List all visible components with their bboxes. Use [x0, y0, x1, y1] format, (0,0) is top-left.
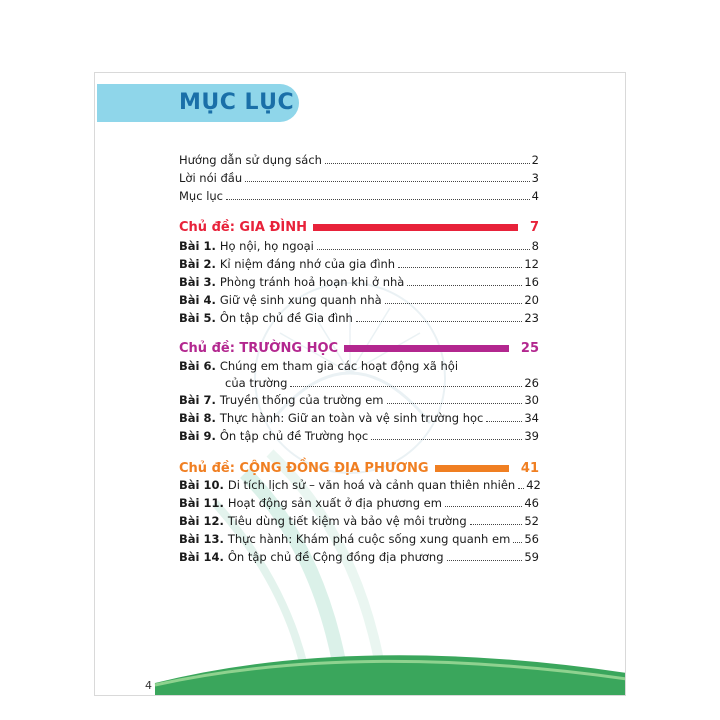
- lesson-row: [179, 411, 539, 427]
- lesson-title: Hoạt động sản xuất ở địa phương em: [227, 496, 442, 510]
- toc-row: [179, 153, 539, 169]
- lesson-number: Bài 12.: [179, 514, 224, 528]
- dot-leader: [398, 267, 522, 268]
- dot-leader: [486, 421, 522, 422]
- lesson-number: Bài 7.: [179, 393, 216, 407]
- lesson-page: 39: [524, 429, 539, 443]
- lesson-page: 34: [524, 411, 539, 425]
- lesson-number: Bài 8.: [179, 411, 216, 425]
- dot-leader: [387, 403, 523, 404]
- lesson-number: Bài 5.: [179, 311, 216, 325]
- lesson-number: Bài 6.: [179, 359, 216, 373]
- dot-leader: [513, 542, 522, 543]
- lesson-title: Giữ vệ sinh xung quanh nhà: [219, 293, 382, 307]
- dot-leader: [245, 181, 530, 182]
- section-page: 7: [529, 219, 539, 235]
- lesson-page: 42: [526, 478, 541, 492]
- page-title: MỤC LỤC: [179, 90, 295, 115]
- lesson-title: Phòng tránh hoả hoạn khi ở nhà: [219, 275, 405, 289]
- lesson-row: [179, 393, 539, 409]
- dot-leader: [447, 560, 523, 561]
- lesson-title: Truyền thống của trường em: [219, 393, 384, 407]
- section-page: 41: [520, 460, 539, 476]
- dot-leader: [371, 439, 522, 440]
- lesson-page: 26: [524, 376, 539, 390]
- section-bar: [313, 224, 518, 231]
- toc-page: 4: [531, 189, 539, 203]
- toc-label: Lời nói đầu: [179, 171, 243, 185]
- section-title: Chủ đề: GIA ĐÌNH: [179, 219, 308, 235]
- lesson-row: [179, 478, 539, 494]
- lesson-number: Bài 2.: [179, 257, 216, 271]
- lesson-row: [179, 359, 539, 375]
- lesson-row: [179, 514, 539, 530]
- dot-leader: [407, 285, 522, 286]
- lesson-page: 30: [524, 393, 539, 407]
- lesson-number: Bài 9.: [179, 429, 216, 443]
- lesson-row-continued: [225, 376, 539, 392]
- lesson-title: Ôn tập chủ đề Gia đình: [219, 311, 353, 325]
- dot-leader: [226, 199, 530, 200]
- dot-leader: [518, 488, 524, 489]
- dot-leader: [356, 321, 523, 322]
- toc-row: [179, 189, 539, 205]
- page-number: 4: [145, 679, 152, 692]
- toc-row: [179, 171, 539, 187]
- lesson-title: Thực hành: Giữ an toàn và vệ sinh trường học: [219, 411, 484, 425]
- lesson-row: [179, 239, 539, 255]
- section-title: Chủ đề: TRƯỜNG HỌC: [179, 340, 339, 356]
- lesson-number: Bài 13.: [179, 532, 224, 546]
- lesson-number: Bài 1.: [179, 239, 216, 253]
- section-heading-cong-dong: [179, 459, 539, 477]
- toc-page: 2: [531, 153, 539, 167]
- lesson-row: [179, 532, 539, 548]
- lesson-title: Tiêu dùng tiết kiệm và bảo vệ môi trường: [227, 514, 467, 528]
- lesson-number: Bài 11.: [179, 496, 224, 510]
- toc-label: Hướng dẫn sử dụng sách: [179, 153, 322, 167]
- section-heading-truong-hoc: [179, 339, 539, 357]
- lesson-title-continued: của trường: [225, 376, 288, 390]
- lesson-title: Kỉ niệm đáng nhớ của gia đình: [219, 257, 396, 271]
- dot-leader: [325, 163, 530, 164]
- lesson-row: [179, 496, 539, 512]
- lesson-number: Bài 14.: [179, 550, 224, 564]
- toc-page: 3: [531, 171, 539, 185]
- lesson-row: [179, 311, 539, 327]
- section-page: 25: [520, 340, 539, 356]
- section-heading-gia-dinh: [179, 218, 539, 236]
- lesson-row: [179, 429, 539, 445]
- lesson-page: 8: [531, 239, 539, 253]
- title-banner: [97, 84, 299, 122]
- lesson-title: Ôn tập chủ đề Trường học: [219, 429, 369, 443]
- lesson-row: [179, 293, 539, 309]
- section-title: Chủ đề: CỘNG ĐỒNG ĐỊA PHƯƠNG: [179, 460, 429, 476]
- lesson-page: 56: [524, 532, 539, 546]
- lesson-page: 23: [524, 311, 539, 325]
- dot-leader: [317, 249, 530, 250]
- lesson-row: [179, 550, 539, 566]
- lesson-title: Chúng em tham gia các hoạt động xã hội: [219, 359, 459, 373]
- dot-leader: [385, 303, 523, 304]
- lesson-title: Họ nội, họ ngoại: [219, 239, 314, 253]
- book-page: [94, 72, 626, 696]
- lesson-number: Bài 3.: [179, 275, 216, 289]
- lesson-page: 12: [524, 257, 539, 271]
- dot-leader: [470, 524, 523, 525]
- section-bar: [344, 345, 509, 352]
- lesson-title: Di tích lịch sử – văn hoá và cảnh quan thiên nhiên: [227, 478, 516, 492]
- lesson-row: [179, 257, 539, 273]
- lesson-page: 46: [524, 496, 539, 510]
- section-bar: [435, 465, 509, 472]
- lesson-number: Bài 10.: [179, 478, 224, 492]
- lesson-title: Ôn tập chủ đề Cộng đồng địa phương: [227, 550, 444, 564]
- lesson-page: 20: [524, 293, 539, 307]
- lesson-page: 59: [524, 550, 539, 564]
- lesson-page: 16: [524, 275, 539, 289]
- lesson-row: [179, 275, 539, 291]
- dot-leader: [290, 386, 522, 387]
- lesson-page: 52: [524, 514, 539, 528]
- lesson-number: Bài 4.: [179, 293, 216, 307]
- dot-leader: [445, 506, 522, 507]
- toc-label: Mục lục: [179, 189, 223, 203]
- lesson-title: Thực hành: Khám phá cuộc sống xung quanh em: [227, 532, 511, 546]
